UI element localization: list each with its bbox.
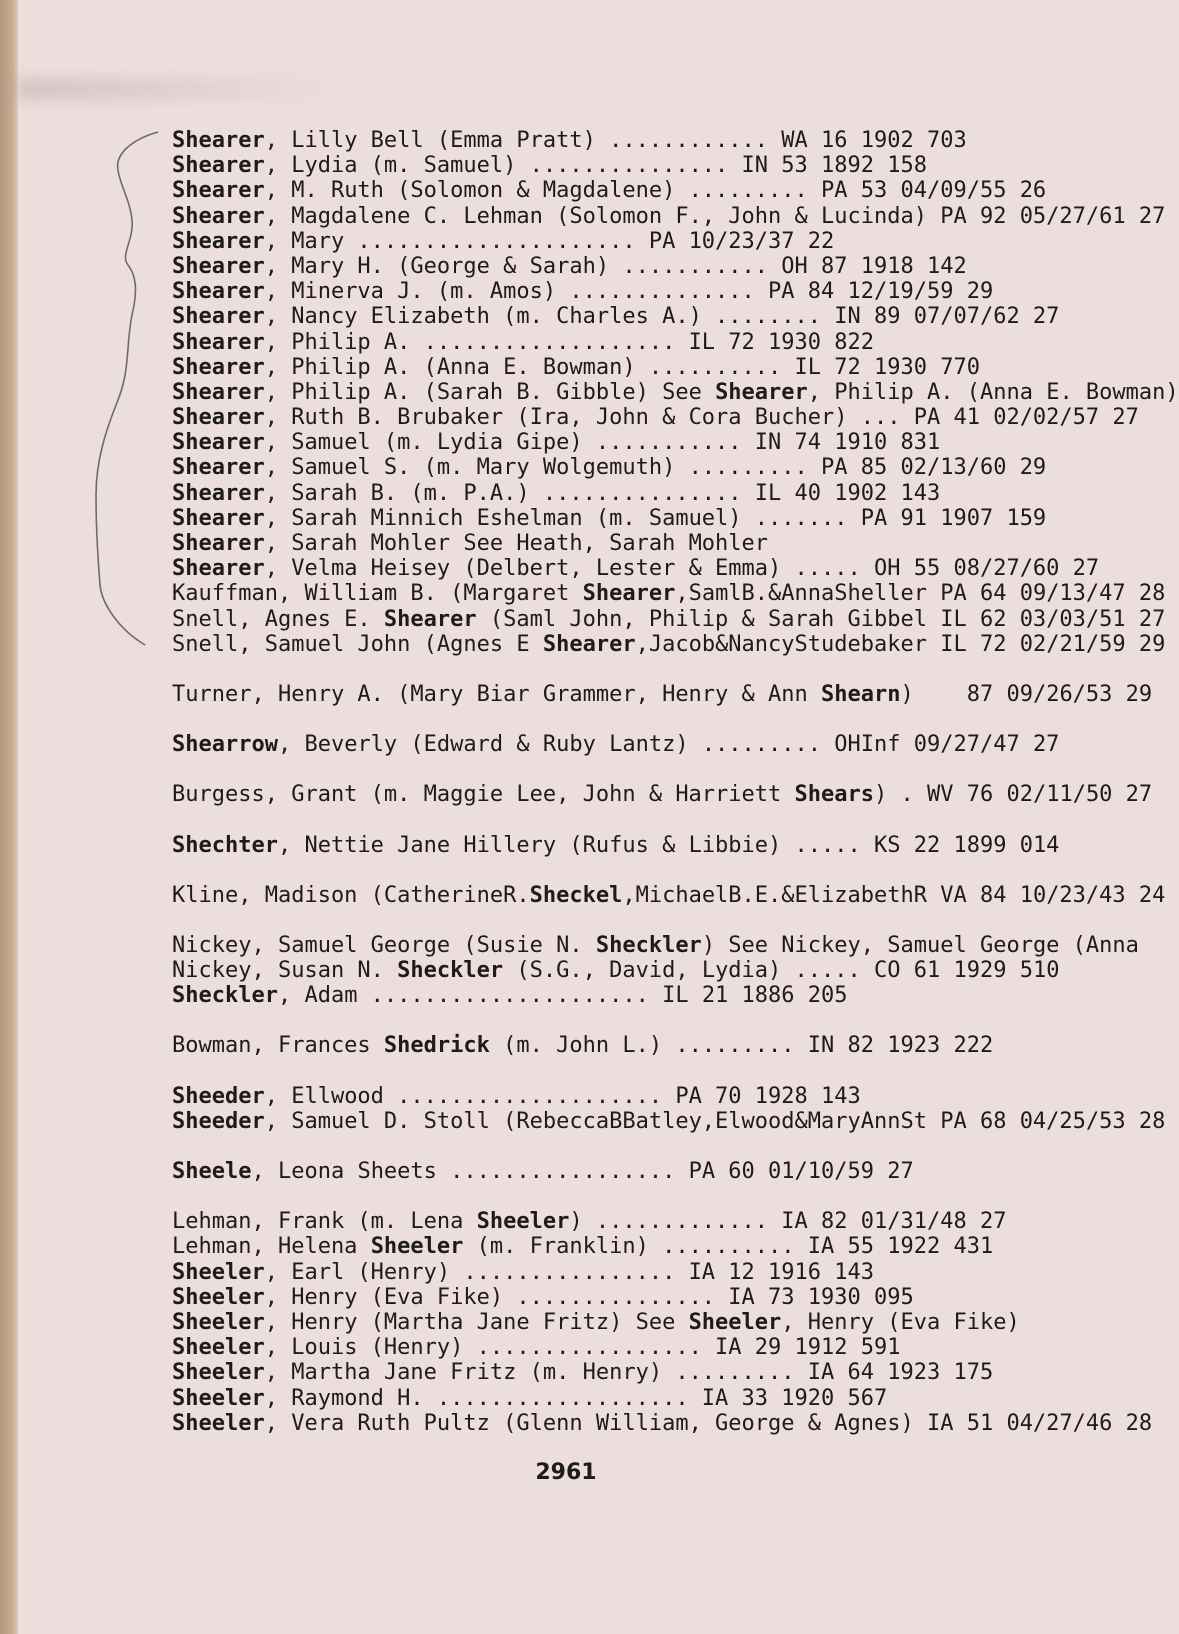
entry-text: Kline, Madison (CatherineR. <box>172 882 530 908</box>
entry-text: , M. Ruth (Solomon & Magdalene) ......... PA 53 04/09/55 26 <box>264 178 1047 204</box>
entry-text: ) 87 09/26/53 29 <box>900 681 1153 707</box>
index-entry <box>172 1335 1122 1360</box>
index-entry <box>172 506 1122 531</box>
entry-text: , Samuel D. Stoll (RebeccaBBatley,Elwood&MaryAnnSt PA 68 04/25/53 28 <box>264 1108 1166 1134</box>
entry-group <box>172 732 1122 757</box>
entry-text: ) . WV 76 02/11/50 27 <box>874 782 1153 808</box>
surname-bold: Sheckler <box>172 983 278 1009</box>
entry-text: , Lydia (m. Samuel) ............... IN 53 1892 158 <box>264 153 927 179</box>
index-entry <box>172 1159 1122 1184</box>
surname-bold: Shears <box>794 782 875 808</box>
index-entry <box>172 631 1166 657</box>
surname-bold: Shearrow <box>172 732 278 758</box>
entry-text: (m. John L.) ......... IN 82 1923 222 <box>489 1033 994 1059</box>
index-entry <box>172 405 1139 431</box>
entry-text: Burgess, Grant (m. Maggie Lee, John & Harriett <box>172 782 795 808</box>
index-entry <box>172 983 1122 1008</box>
entry-text: , Nettie Jane Hillery (Rufus & Libbie) ..... KS 22 1899 014 <box>277 832 1060 858</box>
surname-bold: Shearn <box>821 681 901 707</box>
index-entry <box>172 782 1153 808</box>
index-entry <box>172 304 1122 329</box>
surname-bold: Sheele <box>172 1159 252 1184</box>
entry-text: Lehman, Helena <box>172 1234 371 1260</box>
entry-text: , Louis (Henry) ................. IA 29 1912 591 <box>264 1335 901 1361</box>
surname-bold: Shearer <box>172 329 265 355</box>
surname-bold: Shearer <box>172 228 265 254</box>
index-entry <box>172 882 1166 908</box>
entry-text: ) See Nickey, Samuel George (Anna <box>701 932 1139 958</box>
index-entry <box>172 330 1122 355</box>
entry-text: Turner, Henry A. (Mary Biar Grammer, Henry & Ann <box>172 681 822 707</box>
page-number: 2961 <box>535 1460 597 1485</box>
surname-bold: Shearer <box>172 128 265 153</box>
entry-text: , Sarah B. (m. P.A.) ............... IL 40 1902 143 <box>264 480 941 506</box>
index-entry <box>172 1234 1122 1259</box>
index-entry <box>172 128 1122 153</box>
index-entry <box>172 1386 1122 1411</box>
index-entry <box>172 958 1122 983</box>
surname-bold: Shearer <box>172 253 265 279</box>
index-entry <box>172 1310 1122 1335</box>
entry-text: , Nancy Elizabeth (m. Charles A.) ........ IN 89 07/07/62 27 <box>264 304 1060 330</box>
surname-bold: Sheeler <box>476 1209 570 1235</box>
surname-bold: Shearer <box>172 178 265 204</box>
entry-text: , Vera Ruth Pultz (Glenn William, George & Agnes) IA 51 04/27/46 28 <box>264 1410 1153 1436</box>
entry-text: , Philip A. (Anna E. Bowman) .......... IL 72 1930 770 <box>264 354 980 380</box>
entry-group <box>172 932 1139 1009</box>
index-entry <box>172 1260 1122 1285</box>
entry-text: , Adam ..................... IL 21 1886 205 <box>277 983 848 1009</box>
surname-bold: Sheckel <box>529 882 623 908</box>
entry-text: Kauffman, William B. (Margaret <box>172 581 583 607</box>
entry-text: , Raymond H. ................... IA 33 1920 567 <box>264 1385 888 1411</box>
entry-text: , Mary ..................... PA 10/23/37 22 <box>264 228 835 254</box>
entry-text: , Philip A. ................... IL 72 1930 822 <box>264 329 874 355</box>
entry-text: Bowman, Frances <box>172 1033 384 1059</box>
surname-bold: Shearer <box>172 203 265 229</box>
entry-text: ,MichaelB.E.&ElizabethR VA 84 10/23/43 24 <box>622 882 1166 908</box>
index-entry <box>172 481 1122 506</box>
entry-text: , Ellwood .................... PA 70 1928 143 <box>264 1083 861 1109</box>
surname-bold: Shearer <box>542 631 636 657</box>
index-entry <box>172 355 1122 380</box>
entry-text: , Sarah Minnich Eshelman (m. Samuel) ....... PA 91 1907 159 <box>264 505 1047 531</box>
entry-text: Snell, Agnes E. <box>172 606 384 632</box>
entry-text: , Philip A. (Anna E. Bowman) <box>807 379 1179 405</box>
page-binding-edge <box>0 0 18 1634</box>
surname-bold: Shearer <box>172 480 265 506</box>
index-entry <box>172 455 1122 480</box>
surname-bold: Shearer <box>172 505 265 531</box>
entry-text: , Martha Jane Fritz (m. Henry) ......... IA 64 1923 175 <box>264 1360 994 1386</box>
surname-bold: Sheeler <box>688 1309 782 1335</box>
surname-bold: Sheeder <box>172 1083 265 1109</box>
entry-text: , Velma Heisey (Delbert, Lester & Emma) ..... OH 55 08/27/60 27 <box>264 556 1100 582</box>
surname-bold: Sheeler <box>172 1259 265 1285</box>
entry-group <box>172 833 1122 858</box>
entry-text: , Samuel (m. Lydia Gipe) ........... IN 74 1910 831 <box>264 430 941 456</box>
index-entry <box>172 1033 1122 1058</box>
entry-text: (Saml John, Philip & Sarah Gibbel IL 62 03/03/51 27 <box>476 606 1166 632</box>
index-entry <box>172 430 1122 455</box>
entry-text: Lehman, Frank (m. Lena <box>172 1209 477 1235</box>
entry-text: , Magdalene C. Lehman (Solomon F., John & Lucinda) PA 92 05/27/61 27 <box>264 203 1166 229</box>
index-entry <box>172 1410 1153 1436</box>
entry-text: ,Jacob&NancyStudebaker IL 72 02/21/59 29 <box>635 631 1166 657</box>
entry-text: , Samuel S. (m. Mary Wolgemuth) ......... PA 85 02/13/60 29 <box>264 455 1047 481</box>
entry-group <box>172 1209 1153 1436</box>
surname-bold: Shearer <box>172 430 265 456</box>
entry-text: Snell, Samuel John (Agnes E <box>172 631 543 657</box>
entry-text: , Philip A. (Sarah B. Gibble) See <box>264 379 716 405</box>
entry-group <box>172 128 1179 657</box>
entry-group <box>172 681 1153 707</box>
surname-bold: Shearer <box>383 606 477 632</box>
entry-group <box>172 1033 1122 1058</box>
entry-text: , Sarah Mohler See Heath, Sarah Mohler <box>264 531 769 556</box>
surname-bold: Sheeler <box>172 1360 265 1386</box>
surname-bold: Shearer <box>172 531 265 556</box>
surname-bold: Shearer <box>582 581 676 607</box>
surname-bold: Shearer <box>172 153 265 179</box>
index-entry <box>172 153 1122 178</box>
index-entry <box>172 581 1166 607</box>
entry-text: , Henry (Martha Jane Fritz) See <box>264 1309 689 1335</box>
index-entry <box>172 279 1122 304</box>
entry-text: Nickey, Samuel George (Susie N. <box>172 932 596 958</box>
entry-group <box>172 882 1166 908</box>
surname-bold: Shedrick <box>383 1033 490 1059</box>
index-entries <box>172 128 1179 1461</box>
index-entry <box>172 833 1122 858</box>
index-entry <box>172 681 1153 707</box>
index-entry <box>172 1084 1122 1109</box>
surname-bold: Shearer <box>172 556 265 582</box>
index-entry <box>172 932 1139 958</box>
entry-text: (S.G., David, Lydia) ..... CO 61 1929 510 <box>503 958 1060 984</box>
entry-text: Nickey, Susan N. <box>172 958 398 984</box>
index-entry <box>172 606 1166 632</box>
index-entry <box>172 1108 1166 1134</box>
surname-bold: Sheeler <box>172 1335 265 1361</box>
index-entry <box>172 1285 1122 1310</box>
index-entry <box>172 1209 1122 1234</box>
surname-bold: Shearer <box>172 379 265 405</box>
entry-text: , Henry (Eva Fike) ............... IA 73 1930 095 <box>264 1284 914 1310</box>
entry-text: , Earl (Henry) ................ IA 12 1916 143 <box>264 1259 874 1285</box>
surname-bold: Shearer <box>172 279 265 305</box>
entry-text: , Henry (Eva Fike) <box>781 1309 1020 1335</box>
entry-text: , Leona Sheets ................. PA 60 01/10/59 27 <box>251 1159 914 1184</box>
index-entry <box>172 732 1122 757</box>
surname-bold: Shechter <box>172 832 278 858</box>
surname-bold: Sheeler <box>172 1410 265 1436</box>
index-entry <box>172 229 1122 254</box>
index-entry <box>172 531 1122 556</box>
handwritten-bracket-mark <box>90 130 170 650</box>
surname-bold: Sheeder <box>172 1108 265 1134</box>
surname-bold: Shearer <box>172 405 265 431</box>
index-entry <box>172 556 1122 581</box>
surname-bold: Sheeler <box>370 1234 464 1260</box>
entry-group <box>172 1083 1166 1134</box>
scan-smudge <box>18 78 338 100</box>
entry-text: , Lilly Bell (Emma Pratt) ............ WA 16 1902 703 <box>264 128 967 153</box>
surname-bold: Shearer <box>172 455 265 481</box>
entry-text: , Minerva J. (m. Amos) .............. PA 84 12/19/59 29 <box>264 279 994 305</box>
entry-text: ) ............. IA 82 01/31/48 27 <box>569 1209 1007 1235</box>
entry-text: (m. Franklin) .......... IA 55 1922 431 <box>463 1234 994 1260</box>
entry-text: , Mary H. (George & Sarah) ........... OH 87 1918 142 <box>264 253 967 279</box>
entry-group <box>172 782 1153 808</box>
surname-bold: Sheeler <box>172 1385 265 1411</box>
surname-bold: Sheeler <box>172 1309 265 1335</box>
entry-text: , Ruth B. Brubaker (Ira, John & Cora Bucher) ... PA 41 02/02/57 27 <box>264 405 1139 431</box>
surname-bold: Sheeler <box>172 1284 265 1310</box>
index-entry <box>172 203 1166 229</box>
entry-text: , Beverly (Edward & Ruby Lantz) ......... OHInf 09/27/47 27 <box>277 732 1060 758</box>
entry-group <box>172 1159 1122 1184</box>
surname-bold: Shearer <box>715 379 808 405</box>
surname-bold: Sheckler <box>397 958 504 984</box>
entry-text: ,SamlB.&AnnaSheller PA 64 09/13/47 28 <box>675 581 1166 607</box>
index-entry <box>172 178 1122 203</box>
surname-bold: Sheckler <box>595 932 702 958</box>
index-entry <box>172 1360 1122 1385</box>
index-entry <box>172 379 1179 405</box>
surname-bold: Shearer <box>172 304 265 330</box>
surname-bold: Shearer <box>172 354 265 380</box>
index-entry <box>172 254 1122 279</box>
